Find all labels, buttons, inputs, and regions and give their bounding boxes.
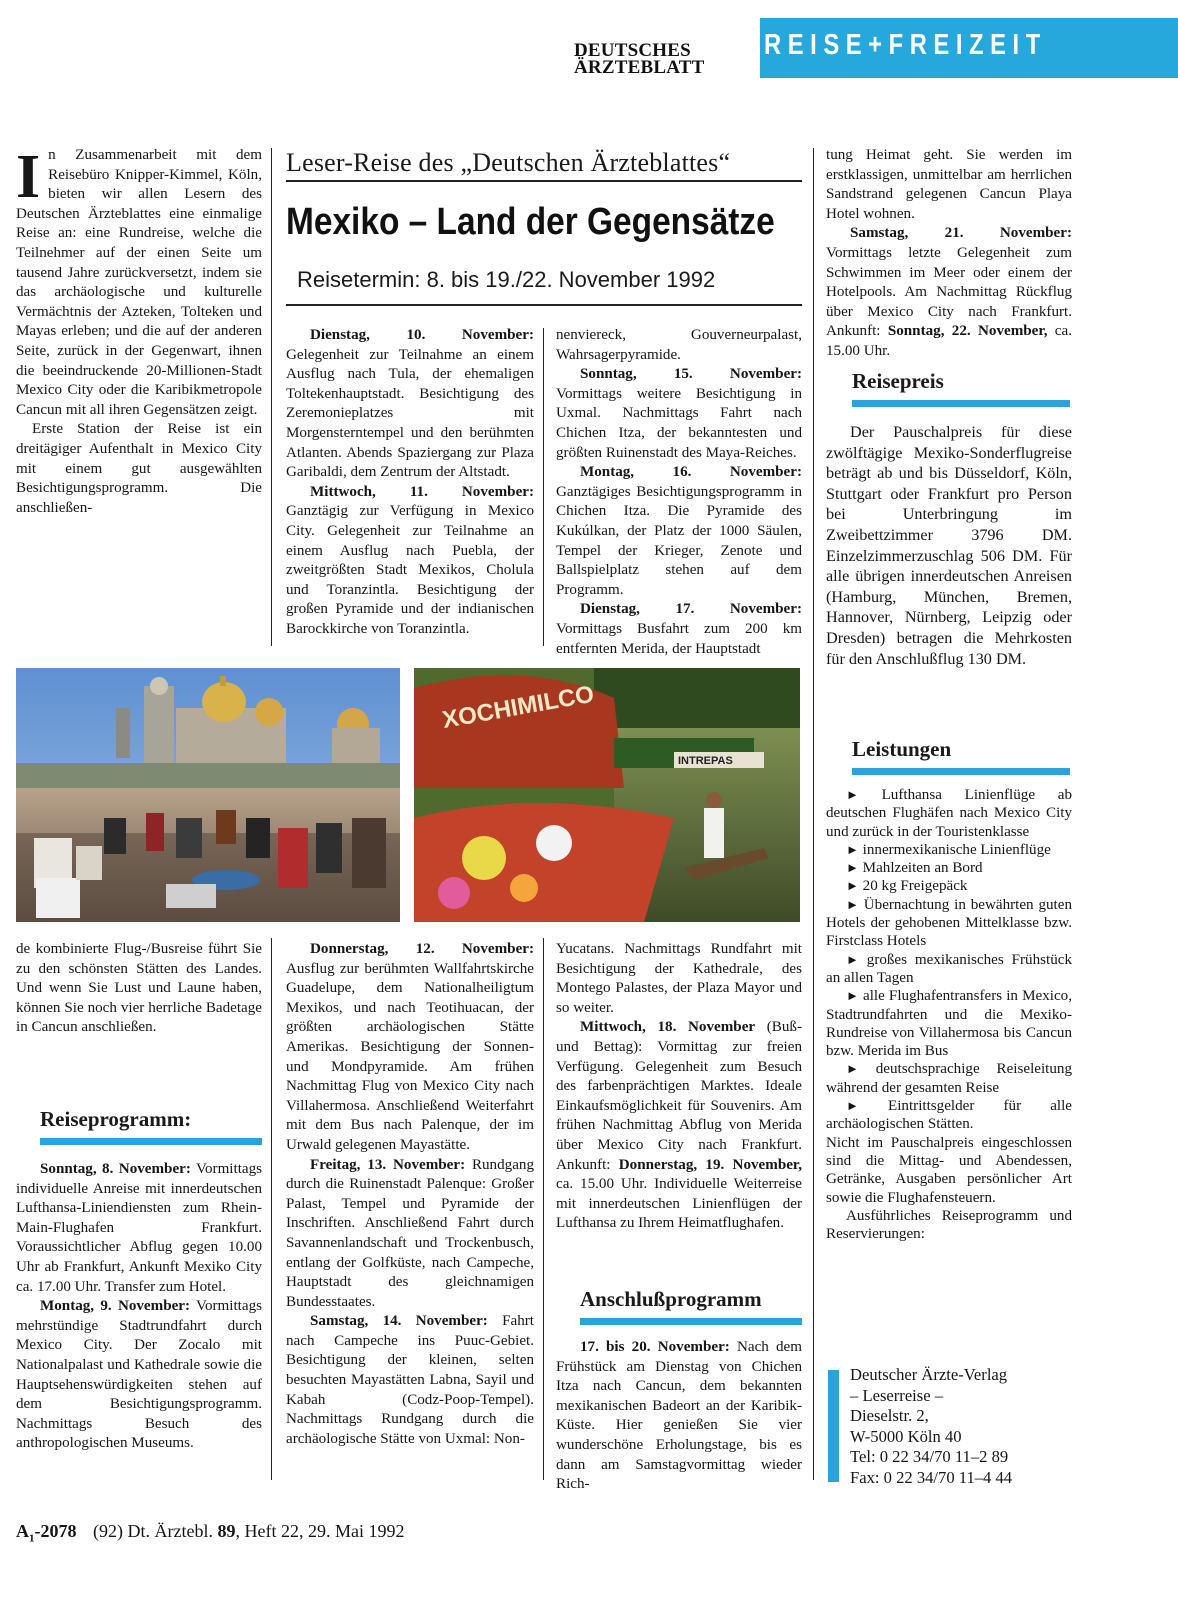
services-heading-block bbox=[852, 736, 1070, 775]
column-rule bbox=[813, 148, 814, 1480]
contact-fax: Fax: 0 22 34/70 11–4 44 bbox=[850, 1467, 1013, 1487]
footer bbox=[16, 1520, 716, 1550]
dropcap: I bbox=[16, 143, 41, 211]
service-item: ► deutschsprachige Reiseleitung während der gesamten Reise bbox=[826, 1061, 1072, 1096]
column-rule bbox=[543, 328, 544, 646]
price-heading-block bbox=[852, 368, 1070, 407]
price-heading: Reisepreis bbox=[852, 369, 944, 393]
bullet-icon: ► bbox=[846, 1061, 859, 1077]
program-column-d bbox=[556, 940, 802, 1234]
day-13: Freitag, 13. November: Rundgang durch die Ruinenstadt Palenque: Großer Palast, Tempel und Pyramide der Inschriften. Anschließend Fahrt durch Savannenlandschaft und Trockenbusch, entlang der Golfküste, nach Campeche, Hauptstadt des gleichnamigen Bundesstaates. bbox=[286, 1156, 534, 1310]
contact-city: W-5000 Köln 40 bbox=[850, 1426, 962, 1446]
services-more: Ausführliches Reiseprogramm und Reservierungen: bbox=[826, 1207, 1072, 1243]
photo-guadalupe-image bbox=[16, 668, 400, 922]
bullet-icon: ► bbox=[846, 951, 859, 967]
header-rule bbox=[286, 180, 802, 182]
service-item: ► Mahlzeiten an Bord bbox=[846, 860, 983, 877]
bullet-icon: ► bbox=[846, 878, 859, 894]
extension-cont bbox=[826, 146, 1072, 362]
bullet-icon: ► bbox=[846, 787, 859, 802]
intro-paragraph: In Zusammenarbeit mit dem Reisebüro Knipper-Kimmel, Köln, bieten wir allen Lesern des Deutschen Ärzteblattes eine einmalige Reise an: eine Rundreise, welche die Teilnehmer auf der einen Seite um tausend Jahre zurückversetzt, indem sie das archäologische und kulturelle Vermächtnis der Azteken, Tolteken und Mayas erleben; und die auf der anderen Seite, zurück in der Gegenwart, ihnen die beeindruckende 20-Millionen-Stadt Mexico City oder die Karibikmetropole Cancun mit all ihren Gegensätzen zeigt. bbox=[16, 143, 262, 418]
day-21: Samstag, 21. November: Vormittags letzte Gelegenheit zum Schwimmen im Meer oder einem der Hotelpools. Am Nachmittag Rückflug über Mexico City nach Frankfurt. Ankunft: Sonntag, 22. November, ca. 15.00 Uhr. bbox=[826, 225, 1072, 359]
service-item: ► 20 kg Freigepäck bbox=[846, 878, 968, 895]
contact-tel: Tel: 0 22 34/70 11–2 89 bbox=[850, 1447, 1009, 1467]
article-title: Mexiko – Land der Gegensätze bbox=[286, 201, 775, 243]
photo-guadalupe-plaza bbox=[16, 668, 400, 922]
extension-column bbox=[556, 1338, 802, 1495]
brand-line-2: ÄRZTEBLATT bbox=[574, 57, 705, 78]
program-heading-bar bbox=[40, 1138, 262, 1145]
day-14: Samstag, 14. November: Fahrt nach Campeche ins Puuc-Gebiet. Besichtigung der kleinen, selten besuchten Mayastätten Labna, Sayil und Kabah (Codz-Poop-Tempel). Nachmittags Rundgang durch die archäologische Stätte von Uxmal: Non- bbox=[286, 1313, 534, 1447]
article-header bbox=[286, 148, 802, 306]
contact-name: Deutscher Ärzte-Verlag bbox=[850, 1365, 1008, 1384]
column-rule bbox=[271, 148, 272, 646]
program-heading: Reiseprogramm: bbox=[40, 1107, 192, 1131]
photo-xochimilco-image bbox=[414, 668, 800, 922]
service-item: ► innermexikanische Linienflüge bbox=[846, 841, 1051, 858]
service-item: ► Übernachtung in bewährten guten Hotels der gehobenen Mittelklasse bzw. Firstclass Hotels bbox=[826, 896, 1072, 950]
photo-xochimilco bbox=[414, 668, 800, 922]
service-item: ► großes mexikanisches Frühstück an allen Tagen bbox=[826, 951, 1072, 986]
services-heading: Leistungen bbox=[852, 737, 952, 761]
extension-heading-bar bbox=[580, 1318, 802, 1325]
day-12: Donnerstag, 12. November: Ausflug zur berühmten Wallfahrtskirche Guadelupe, dem Nationalheiligtum Mexikos, und nach Teotihuacan, der größten archäologischen Stätte Amerikas. Besichtigung der Sonnen- und Mondpyramide. Am frühen Nachmittag Flug von Mexico City nach Villahermosa. Anschließend Weiterfahrt mit dem Bus nach Palenque, der im Urwald gelegenen Mayastätte. bbox=[286, 941, 534, 1153]
boat-sign: INTREPAS bbox=[678, 755, 733, 767]
service-item: ► Lufthansa Linienflüge ab deutschen Flughäfen nach Mexico City und zurück in der Touristenklasse bbox=[826, 787, 1072, 840]
day-8: Sonntag, 8. November: Vormittags individuelle Anreise mit innerdeutschen Lufthansa-Liniendiensten zum Rhein-Main-Flughafen Frankfurt. Voraussichtlicher Abflug gegen 10.00 Uhr ab Frankfurt, Ankunft Mexiko City ca. 17.00 Uhr. Transfer zum Hotel. bbox=[16, 1161, 263, 1295]
bullet-icon: ► bbox=[846, 860, 859, 876]
services-heading-bar bbox=[852, 768, 1070, 775]
day-17: Dienstag, 17. November: Vormittags Busfahrt zum 200 km entfernten Merida, der Hauptstadt bbox=[556, 601, 802, 657]
day-15: Sonntag, 15. November: Vormittags weitere Besichtigung in Uxmal. Nachmittags Fahrt nach Chichen Itza, der bekanntesten und größten Ruinenstadt des Maya-Reiches. bbox=[556, 366, 802, 461]
program-column-a bbox=[286, 326, 534, 640]
contact-dept: – Leserreise – bbox=[850, 1385, 944, 1405]
intro-column bbox=[16, 143, 262, 518]
contact-box bbox=[850, 1365, 1078, 1489]
page-code: $A_1-2078$ bbox=[16, 1521, 77, 1545]
kicker: Leser-Reise des „Deutschen Ärzteblattes“ bbox=[286, 148, 731, 177]
day-18: Mittwoch, 18. November (Buß- und Bettag): Vormittag zur freien Verfügung. Gelegenheit zum Besuch des farbenprächtigen Marktes. Ideale Einkaufsmöglichkeit für Souvenirs. Am frühen Nachmittag Abflug von Merida über Mexico City nach Frankfurt. Ankunft: Donnerstag, 19. November, ca. 15.00 Uhr. Individuelle Weiterreise mit innerdeutschen Linienflügen der Lufthansa zu Ihrem Heimatflughafen. bbox=[556, 1019, 802, 1232]
contact-street: Dieselstr. 2, bbox=[850, 1406, 929, 1426]
article-subtitle: Reisetermin: 8. bis 19./22. November 1992 bbox=[297, 267, 716, 292]
service-item: ► Eintrittsgelder für alle archäologischen Stätten. bbox=[826, 1098, 1073, 1133]
extension-heading-block bbox=[580, 1286, 802, 1325]
price-heading-bar bbox=[852, 400, 1070, 407]
contact-bar bbox=[828, 1370, 839, 1482]
extension-continued: tung Heimat geht. Sie werden im erstklassigen, unmittelbar am herrlichen Sandstrand gelegenen Cancun Playa Hotel wohnen. bbox=[826, 147, 1072, 222]
xochimilco-sign: XOCHIMILCO bbox=[440, 680, 597, 734]
day-14-cont: nenviereck, Gouverneurpalast, Wahrsagerpyramide. bbox=[556, 327, 802, 363]
program-column-c bbox=[286, 940, 534, 1449]
services-note: Nicht im Pauschalpreis eingeschlossen sind die Mittag- und Abendessen, Getränke, Ausgaben persönlicher Art sowie die Flughafensteuern. bbox=[826, 1134, 1072, 1206]
price-text: Der Pauschalpreis für diese zwölftägige Mexiko-Sonderflugreise beträgt ab und bis Düsseldorf, Köln, Stuttgart oder Frankfurt pro Person bei Unterbringung im Zweibettzimmer 3796 DM. Einzelzimmerzuschlag 506 DM. Für alle übrigen innerdeutschen Anreisen (Hamburg, München, Bremen, Hannover, Nürnberg, Leipzig oder Dresden) betragen die Mehrkosten für den Anschlußflug 130 DM. bbox=[826, 423, 1072, 668]
day-9: Montag, 9. November: Vormittags mehrstündige Stadtrundfahrt durch Mexico City. Der Zocalo mit Nationalpalast und Kathedrale sowie die Hauptsehenswürdigkeiten stehen auf dem Besichtigungsprogramm. Nachmittags Besuch des anthropologischen Museums. bbox=[16, 1298, 262, 1452]
day-17-cont: Yucatans. Nachmittags Rundfahrt mit Besichtigung der Kathedrale, des Montego Palastes, der Plaza Mayor und so weiter. bbox=[556, 941, 802, 1016]
section-label: REISE+FREIZEIT bbox=[764, 29, 1047, 61]
section-banner bbox=[760, 18, 1178, 78]
column-rule bbox=[271, 938, 272, 1480]
program-column-start bbox=[16, 1160, 262, 1454]
program-column-b bbox=[556, 326, 802, 659]
citation: (92) Dt. Ärztebl. 89, Heft 22, 29. Mai 1992 bbox=[93, 1521, 405, 1541]
program-heading-block bbox=[40, 1106, 262, 1145]
bullet-icon: ► bbox=[846, 896, 859, 912]
intro-paragraph-2: Erste Station der Reise ist ein dreitägiger Aufenthalt in Mexico City mit einem gut ausgewählten Besichtigungsprogramm. Die anschließen- bbox=[16, 421, 262, 516]
bullet-icon: ► bbox=[846, 1098, 859, 1114]
brand-line-1: DEUTSCHES bbox=[574, 40, 691, 61]
service-item: ► alle Flughafentransfers in Mexico, Stadtrundfahrten und die Mexiko-Rundreise von Villahermosa bis Cancun bzw. Merida im Bus bbox=[826, 988, 1072, 1060]
services-list bbox=[826, 786, 1072, 1243]
day-11: Mittwoch, 11. November: Ganztägig zur Verfügung in Mexico City. Gelegenheit zur Teilnahme an einem Ausflug nach Puebla, der zweitgrößten Stadt Mexikos, Cholula und Toranzintla. Besichtigung der großen Pyramide und der indianischen Barockkirche von Toranzintla. bbox=[286, 483, 534, 637]
masthead-brand bbox=[574, 42, 744, 76]
extension-text: 17. bis 20. November: Nach dem Frühstück am Dienstag von Chichen Itza nach Cancun, dem bekannten mexikanischen Badeort an der Karibik-Küste. Hier genießen Sie vier wunderschöne Erholungstage, bis es dann am Samstagvormittag wieder Rich- bbox=[556, 1339, 802, 1493]
bullet-icon: ► bbox=[846, 988, 859, 1004]
column-rule bbox=[543, 938, 544, 1480]
intro-column-cont bbox=[16, 940, 262, 1038]
day-10: Dienstag, 10. November: Gelegenheit zur Teilnahme an einem Ausflug nach Tula, der ehemaligen Toltekenhauptstadt. Besichtigung des Zeremonieplatzes mit Morgensterntempel und den berühmten Atlanten. Abends Spaziergang zur Plaza Garibaldi, dem Zentrum der Altstadt. bbox=[286, 327, 534, 481]
subtitle-rule bbox=[286, 304, 802, 306]
day-16: Montag, 16. November: Ganztägiges Besichtigungsprogramm in Chichen Itza. Die Pyramide des Kukúlkan, der Platz der 1000 Säulen, Tempel der Krieger, Zenote und Ballspielplatz stehen auf dem Programm. bbox=[556, 464, 802, 598]
bullet-icon: ► bbox=[846, 841, 859, 857]
extension-heading: Anschlußprogramm bbox=[580, 1287, 762, 1311]
intro-paragraph-3: de kombinierte Flug-/Busreise führt Sie zu den schönsten Stätten des Landes. Und wenn Sie Lust und Laune haben, können Sie noch vier herrliche Badetage in Cancun anschließen. bbox=[16, 941, 262, 1036]
